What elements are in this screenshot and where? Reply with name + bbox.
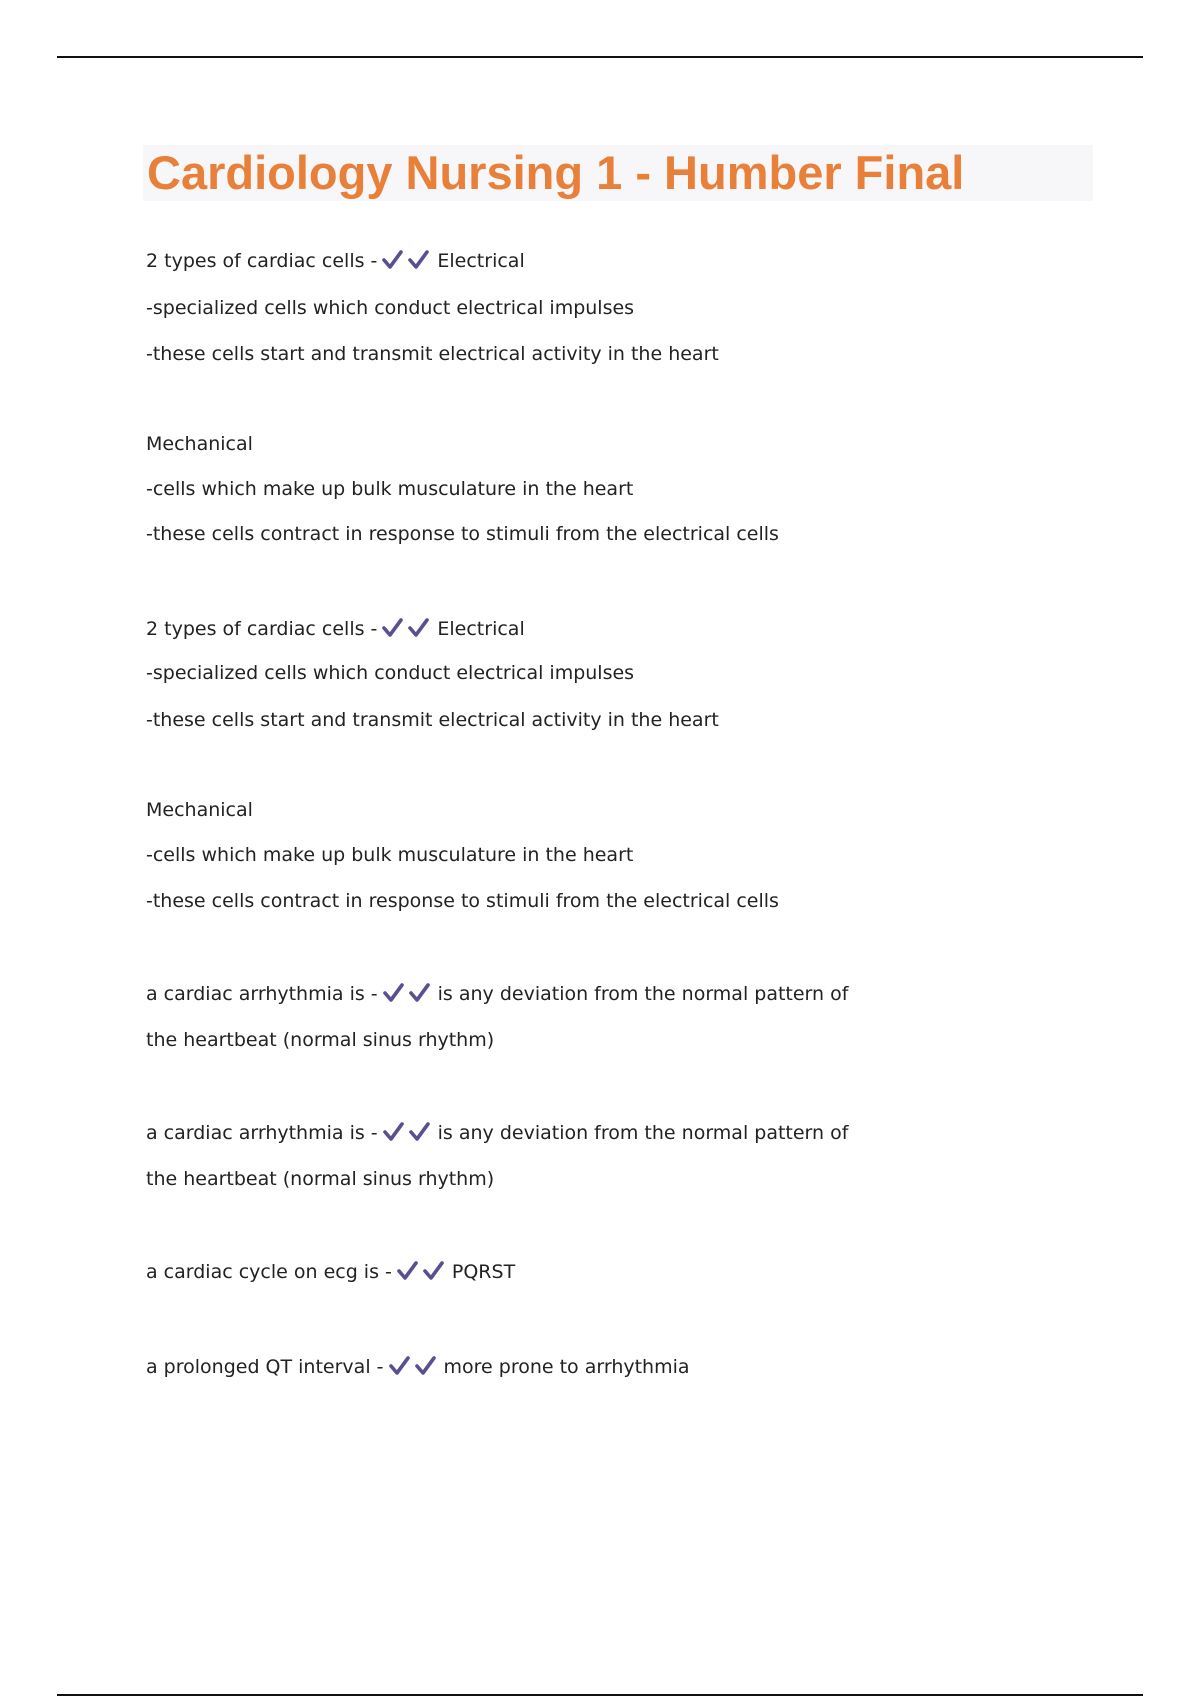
card-term-line <box>146 1259 515 1289</box>
card-definition-line: -these cells start and transmit electrical activity in the heart <box>146 709 719 731</box>
double-check-icon <box>382 982 434 1011</box>
page-title: Cardiology Nursing 1 - Humber Final <box>147 146 965 199</box>
card-term-line <box>146 1354 690 1384</box>
card-term-line <box>146 981 848 1011</box>
top-rule <box>57 56 1143 58</box>
double-check-icon <box>381 617 433 646</box>
card-definition-line: Mechanical <box>146 799 253 821</box>
card-term: a cardiac arrhythmia is - <box>146 983 378 1005</box>
card-term-line <box>146 616 525 646</box>
card-term: 2 types of cardiac cells - <box>146 250 378 272</box>
double-check-icon <box>388 1355 440 1384</box>
card-definition: Electrical <box>437 250 525 272</box>
card-definition-line: -these cells contract in response to stimuli from the electrical cells <box>146 890 779 912</box>
card-definition: is any deviation from the normal pattern of <box>437 983 849 1005</box>
card-term-line <box>146 248 525 278</box>
card-definition: Electrical <box>437 618 525 640</box>
double-check-icon <box>396 1260 448 1289</box>
card-term: a cardiac arrhythmia is - <box>146 1122 378 1144</box>
card-definition-line: -these cells start and transmit electrical activity in the heart <box>146 343 719 365</box>
card-definition-line: -specialized cells which conduct electrical impulses <box>146 297 635 319</box>
card-definition-line: -cells which make up bulk musculature in the heart <box>146 478 634 500</box>
card-term: a cardiac cycle on ecg is - <box>146 1261 392 1283</box>
double-check-icon <box>381 249 433 278</box>
card-definition-line: Mechanical <box>146 433 253 455</box>
card-definition: is any deviation from the normal pattern of <box>437 1122 849 1144</box>
double-check-icon <box>382 1121 434 1150</box>
card-term-line <box>146 1120 848 1150</box>
bottom-rule <box>57 1694 1143 1696</box>
card-definition: more prone to arrhythmia <box>443 1356 690 1378</box>
card-term: a prolonged QT interval - <box>146 1356 384 1378</box>
card-definition: PQRST <box>451 1261 516 1283</box>
card-definition-line: the heartbeat (normal sinus rhythm) <box>146 1029 495 1051</box>
card-definition-line: -specialized cells which conduct electrical impulses <box>146 662 635 684</box>
card-term: 2 types of cardiac cells - <box>146 618 378 640</box>
card-definition-line: the heartbeat (normal sinus rhythm) <box>146 1168 495 1190</box>
card-definition-line: -these cells contract in response to stimuli from the electrical cells <box>146 523 779 545</box>
card-definition-line: -cells which make up bulk musculature in the heart <box>146 844 634 866</box>
